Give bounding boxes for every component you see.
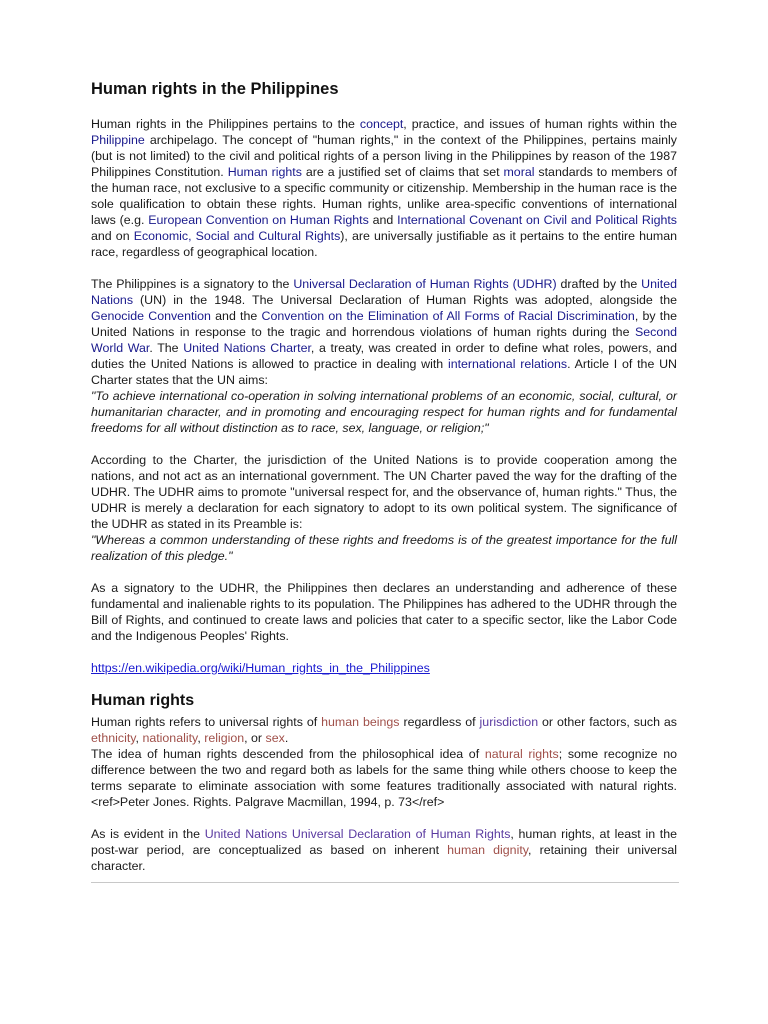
paragraph-udhr [91,276,677,388]
link-genocide-convention[interactable]: Genocide Convention [91,309,211,323]
section-heading: Human rights [91,692,195,709]
text: , a treaty, was created in order to define what roles, powers, and duties the United Nations is allowed to practice in dealing with [91,341,677,371]
link-un-charter[interactable]: United Nations Charter [183,341,311,355]
text: standards to members of the human race, not exclusive to a specific community or citizenship. Membership in the human race is the sole qualification to obtain these rights. Human rights, unlike area-specific conventions of international laws (e.g. [91,165,678,227]
quote-un-charter: "To achieve international co-operation in solving international problems of an economic, social, cultural, or humanitarian character, and in promoting and encouraging respect for human rights and for fundamental freedoms for all without distinction as to race, sex, language, or religion;" [91,389,677,435]
text: The Philippines is a signatory to the [91,277,294,291]
source-link[interactable]: https://en.wikipedia.org/wiki/Human_rights_in_the_Philippines [91,661,430,675]
text: ; some recognize no difference between the two and regard both as labels for the same thing while others choose to keep the terms separate to eliminate association with some features traditionally associated with natural rights.<ref>Peter Jones. Rights. Palgrave Macmillan, 1994, p. 73</ref> [91,747,677,809]
link-jurisdiction[interactable]: jurisdiction [479,715,539,729]
text: The idea of human rights descended from the philosophical idea of [91,747,485,761]
document-page [91,78,677,883]
text: are a justified set of claims that set [301,165,504,179]
text: and the [210,309,262,323]
text: archipelago. The concept of "human rights," in the context of the Philippines, pertains mainly (but is not limited) to the civil and political rights of a person living in the Philippines by reason of the 1987 Philippines Constitution. [91,133,677,179]
link-udhr[interactable]: Universal Declaration of Human Rights (UDHR) [293,277,557,291]
paragraph-definition [91,714,677,746]
link-iccpr[interactable]: International Covenant on Civil and Political Rights [397,213,677,227]
link-nationality[interactable]: nationality [142,731,198,745]
text: . The [149,341,184,355]
link-religion[interactable]: religion [204,731,245,745]
paragraph-dignity [91,826,677,874]
page-title: Human rights in the Philippines [91,80,339,98]
link-ethnicity[interactable]: ethnicity [91,731,136,745]
paragraph-natural-rights [91,746,677,810]
link-icescr[interactable]: Economic, Social and Cultural Rights [133,229,341,243]
link-human-rights[interactable]: Human rights [227,165,302,179]
text: Human rights in the Philippines pertains to the [91,117,360,131]
text: (UN) in the 1948. The Universal Declaration of Human Rights was adopted, alongside the [133,293,677,307]
text: , [197,731,205,745]
link-concept[interactable]: concept [359,117,404,131]
text: , practice, and issues of human rights within the [403,117,677,131]
text: , or [244,731,266,745]
link-echr[interactable]: European Convention on Human Rights [148,213,369,227]
text: drafted by the [556,277,642,291]
text: or other factors, such as [538,715,678,729]
text: , human rights, at least in the post-war period, are conceptualized as based on inherent [91,827,678,857]
link-un-udhr[interactable]: United Nations Universal Declaration of Human Rights [204,827,511,841]
text: , retaining their universal character. [91,843,677,873]
text: and on [91,229,134,243]
link-united-nations[interactable]: United Nations [91,277,677,307]
paragraph-charter: According to the Charter, the jurisdiction of the United Nations is to provide cooperation among the nations, and not act as an international government. The UN Charter paved the way for the drafting of the UDHR. The UDHR aims to promote "universal respect for, and the observance of, human rights." Thus, the UDHR is merely a declaration for each signatory to adopt to its own political system. The significance of the UDHR as stated in its Preamble is: [91,453,677,531]
link-international-relations[interactable]: international relations [447,357,568,371]
paragraph-intro [91,116,677,260]
paragraph-signatory: As a signatory to the UDHR, the Philippines then declares an understanding and adherence of these fundamental and inalienable rights to its population. The Philippines has adhered to the UDHR through the Bill of Rights, and continued to create laws and policies that cater to a specific sector, like the Labor Code and the Indigenous Peoples' Rights. [91,581,677,643]
link-moral[interactable]: moral [503,165,535,179]
quote-preamble: "Whereas a common understanding of these rights and freedoms is of the greatest importance for the full realization of this pledge." [91,533,677,563]
text: . [284,731,289,745]
link-sex[interactable]: sex [265,731,285,745]
text: ), are universally justifiable as it pertains to the entire human race, regardless of geographical location. [91,229,677,259]
divider [91,882,679,883]
text: and [368,213,398,227]
text: Human rights refers to universal rights of [91,715,322,729]
link-human-dignity[interactable]: human dignity [447,843,529,857]
text: . Article I of the UN Charter states that the UN aims: [91,357,678,387]
link-human-beings[interactable]: human beings [321,715,400,729]
text: As is evident in the [91,827,205,841]
text: regardless of [399,715,480,729]
link-second-world-war[interactable]: Second World War [91,325,677,355]
text: , by the United Nations in response to the tragic and horrendous violations of human rights during the [91,309,678,339]
link-philippine[interactable]: Philippine [91,133,145,147]
text: , [135,731,143,745]
link-cerd[interactable]: Convention on the Elimination of All Forms of Racial Discrimination [261,309,635,323]
link-natural-rights[interactable]: natural rights [484,747,559,761]
